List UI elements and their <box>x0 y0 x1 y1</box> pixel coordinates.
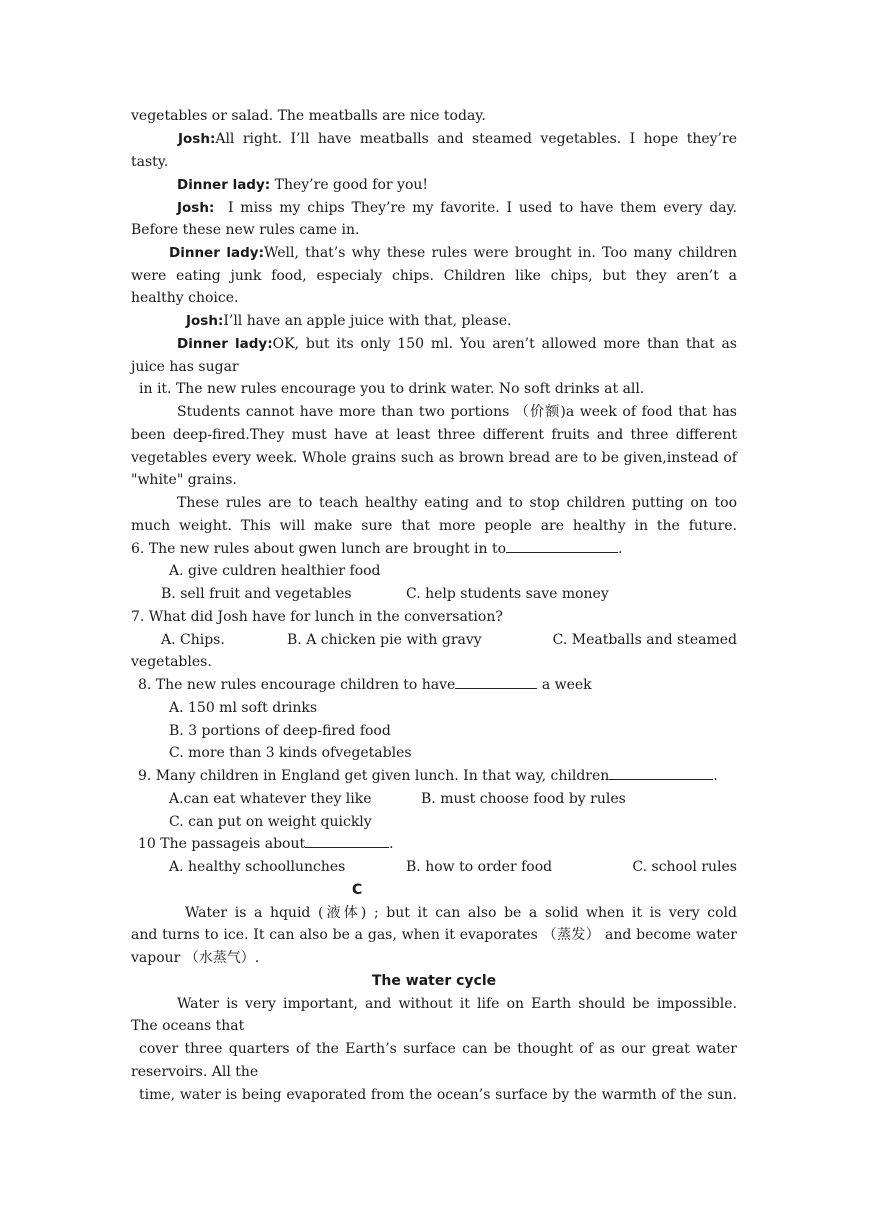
option-9b: B. must choose food by rules <box>421 791 626 807</box>
option-8b: B. 3 portions of deep-fired food <box>169 723 391 739</box>
question-7: 7. What did Josh have for lunch in the conversation? <box>131 609 503 625</box>
dialogue-text: I’ll have an apple juice with that, please. <box>223 313 512 329</box>
dialogue-text: All right. I’ll have meatballs and steamed vegetables. I hope they’re <box>215 131 737 147</box>
options-9ab <box>169 788 737 810</box>
question-text: 6. The new rules about gwen lunch are brought in to <box>131 541 507 557</box>
options-6bc <box>161 583 737 605</box>
option-10b: B. how to order food <box>406 859 553 875</box>
dialogue-line: juice has sugar <box>131 359 239 375</box>
dialogue-line: tasty. <box>131 154 169 170</box>
dialogue-line: vegetables or salad. The meatballs are nice today. <box>131 108 486 124</box>
question-end: . <box>713 768 718 784</box>
question-text: 10 The passageis about <box>138 836 306 852</box>
paragraph-line: vapour （水蒸气）. <box>131 950 260 966</box>
option-7b: B. A chicken pie with gravy <box>287 632 482 648</box>
dialogue-josh-line <box>178 128 737 150</box>
paragraph-line: much weight. This will make sure that more people are healthy in the future. <box>131 518 737 534</box>
option-7a: A. Chips. <box>161 632 225 648</box>
paragraph-line: been deep-fired.They must have at least three different fruits and three different <box>131 427 737 443</box>
option-7c: C. Meatballs and steamed <box>552 632 737 648</box>
option-6a: A. give culdren healthier food <box>169 563 381 579</box>
paragraph-line: reservoirs. All the <box>131 1064 259 1080</box>
dialogue-text: They’re good for you! <box>274 177 429 193</box>
dialogue-line: Before these new rules came in. <box>131 222 360 238</box>
dialogue-line: were eating junk food, especialy chips. Children like chips, but they aren’t a <box>131 268 737 284</box>
section-heading-c: C <box>352 882 363 898</box>
paragraph-line: cover three quarters of the Earth’s surface can be thought of as our great water <box>139 1041 737 1057</box>
option-6c: C. help students save money <box>406 586 609 602</box>
answer-blank <box>506 538 618 553</box>
answer-blank <box>305 833 389 848</box>
option-10c: C. school rules <box>632 859 737 875</box>
question-8 <box>138 674 737 696</box>
speaker-dinner-lady: Dinner lady: <box>177 336 273 352</box>
speaker-dinner-lady: Dinner lady: <box>177 177 271 193</box>
dialogue-lady-line <box>177 333 737 355</box>
question-10 <box>138 833 737 855</box>
paragraph-line: Water is a hquid (液体) ; but it can also be a solid when it is very cold <box>185 905 737 921</box>
speaker-josh: Josh: <box>186 313 224 329</box>
option-8a: A. 150 ml soft drinks <box>169 700 318 716</box>
speaker-dinner-lady: Dinner lady: <box>169 245 264 261</box>
options-7 <box>161 629 737 651</box>
paragraph-line: These rules are to teach healthy eating and to stop children putting on too <box>177 495 737 511</box>
question-end: a week <box>541 677 592 693</box>
speaker-josh: Josh: <box>177 200 215 216</box>
question-end: . <box>618 541 623 557</box>
speaker-josh: Josh: <box>178 131 216 147</box>
paragraph-line: time, water is being evaporated from the ocean’s surface by the warmth of the sun. <box>139 1087 737 1103</box>
options-10 <box>169 856 737 878</box>
question-text: 8. The new rules encourage children to have <box>138 677 456 693</box>
dialogue-text: I miss my chips They’re my favorite. I used to have them every day. <box>227 200 737 216</box>
option-9c: C. can put on weight quickly <box>169 814 372 830</box>
option-6b: B. sell fruit and vegetables <box>161 586 352 602</box>
paragraph-line: The oceans that <box>131 1018 245 1034</box>
dialogue-line: healthy choice. <box>131 290 239 306</box>
question-text: 9. Many children in England get given lunch. In that way, children <box>138 768 610 784</box>
question-6 <box>131 538 737 560</box>
dialogue-josh-line <box>177 197 737 219</box>
section-title: The water cycle <box>371 973 497 989</box>
question-9 <box>138 765 737 787</box>
option-7c-cont: vegetables. <box>131 654 212 670</box>
dialogue-text: Well, that’s why these rules were brought in. Too many children <box>263 245 737 261</box>
option-10a: A. healthy schoollunches <box>169 859 346 875</box>
dialogue-lady-line <box>169 242 737 264</box>
dialogue-josh-line <box>186 310 737 332</box>
paragraph-line: Students cannot have more than two portions （价额)a week of food that has <box>177 404 737 420</box>
paragraph-line: and turns to ice. It can also be a gas, when it evaporates （蒸发） and become water <box>131 927 737 943</box>
option-8c: C. more than 3 kinds ofvegetables <box>169 745 412 761</box>
paragraph-line: vegetables every week. Whole grains such as brown bread are to be given,instead of <box>131 450 737 466</box>
dialogue-text: OK, but its only 150 ml. You aren’t allowed more than that as <box>272 336 737 352</box>
question-end: . <box>389 836 394 852</box>
option-9a: A.can eat whatever they like <box>169 791 372 807</box>
paragraph-line: "white" grains. <box>131 472 237 488</box>
answer-blank <box>455 674 537 689</box>
answer-blank <box>609 765 713 780</box>
dialogue-line: in it. The new rules encourage you to drink water. No soft drinks at all. <box>139 381 645 397</box>
dialogue-lady-line <box>177 174 737 196</box>
paragraph-line: Water is very important, and without it life on Earth should be impossible. <box>177 996 737 1012</box>
